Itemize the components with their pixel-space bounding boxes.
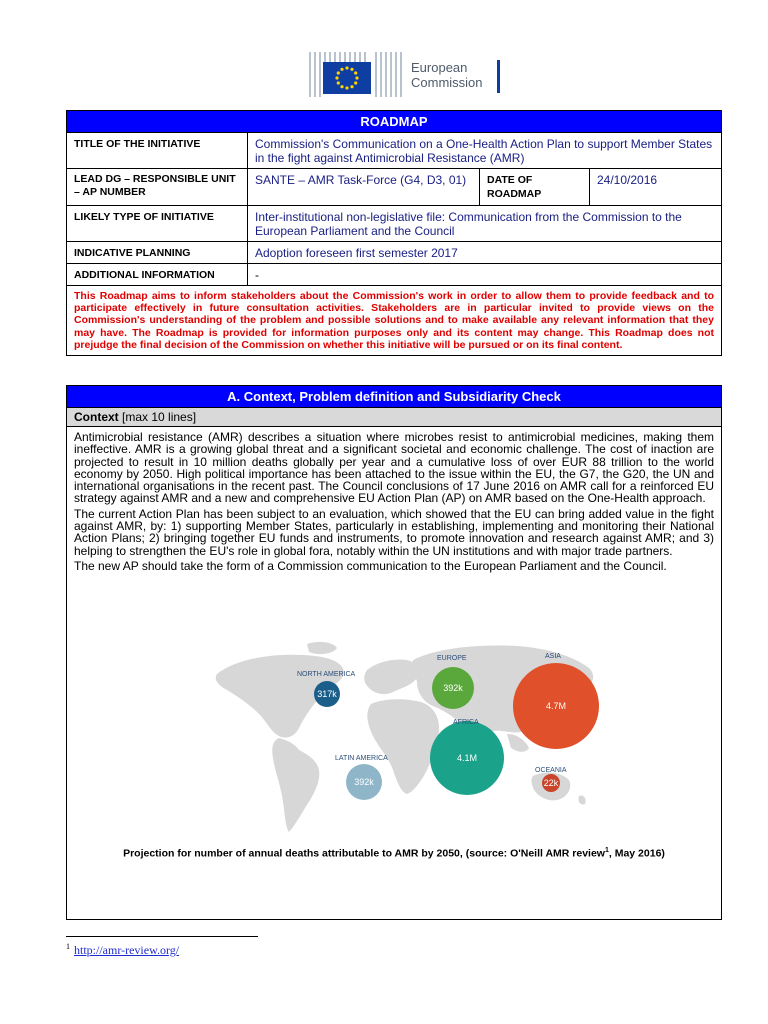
footnote — [66, 942, 179, 958]
value-north-america: 317k — [317, 689, 337, 699]
row-type — [67, 206, 721, 242]
footnote-link[interactable]: http://amr-review.org/ — [74, 943, 180, 957]
value-latin-america: 392k — [354, 777, 374, 787]
lead-value: SANTE – AMR Task-Force (G4, D3, 01) — [248, 169, 480, 205]
value-europe: 392k — [443, 683, 463, 693]
row-lead — [67, 169, 721, 206]
type-value: Inter-institutional non-legislative file: Communication from the Commission to the European Parliament and the Council — [255, 210, 682, 238]
title-value: Commission's Communication on a One-Health Action Plan to support Member States in the fight against Antimicrobial Resistance (AMR) — [255, 137, 713, 165]
row-planning — [67, 242, 721, 264]
additional-label: ADDITIONAL INFORMATION — [67, 264, 248, 285]
value-oceania: 22k — [543, 778, 559, 788]
footnote-number: 1 — [66, 942, 70, 951]
roadmap-header: ROADMAP — [67, 111, 721, 133]
section-a — [66, 385, 722, 920]
additional-value: - — [255, 268, 259, 282]
value-asia: 4.7M — [545, 701, 567, 711]
context-paragraph-1: Antimicrobial resistance (AMR) describes a situation where microbes resist to antimicrobial medicines, making them ineffective. AMR is a growing global threat and a significant societal and economic challenge. The cost of inaction are projected to result in 10 million deaths globally per year and a cumulative loss of over EUR 88 trillion to the world economy by 2050. High political importance has been attached to the issue within the EU, the G7, the G20, the UN and international organisations in the recent past. The Council conclusions of 17 June 2016 on AMR call for a reinforced EU strategy against AMR and a new and comprehensive EU Action Plan (AP) on AMR based on the One-Health approach. — [74, 430, 714, 506]
context-paragraph-3: The new AP should take the form of a Commission communication to the European Parliament and the Council. — [74, 558, 667, 573]
type-label: LIKELY TYPE OF INITIATIVE — [67, 206, 248, 241]
planning-value: Adoption foreseen first semester 2017 — [255, 246, 458, 260]
roadmap-table — [66, 110, 722, 356]
label-asia: ASIA — [545, 653, 561, 660]
amr-world-map — [207, 636, 607, 846]
logo-text: European Commission — [411, 60, 483, 90]
lead-values — [248, 169, 721, 205]
map-caption: Projection for number of annual deaths attributable to AMR by 2050, (source: O'Neill AMR review$^1$, May 2016) — [123, 847, 665, 860]
title-label: TITLE OF THE INITIATIVE — [67, 133, 248, 168]
context-heading: Context [max 10 lines] — [67, 408, 721, 427]
eu-flag-icon — [323, 62, 371, 94]
context-paragraph-2: The current Action Plan has been subject to an evaluation, which showed that the EU can bring added value in the fight against AMR, by: 1) supporting Member States, particularly in establishing, implementing and monitoring their National Action Plans; 2) bringing together EU funds and instruments, to promote innovation and research against AMR; and 3) helping to strengthen the EU's role in global fora, notably within the UN institutions and with major trade partners. — [74, 506, 714, 558]
row-additional — [67, 264, 721, 286]
planning-label: INDICATIVE PLANNING — [67, 242, 248, 263]
label-latin-america: LATIN AMERICA — [335, 755, 388, 762]
date-label: DATE OF ROADMAP — [480, 169, 590, 205]
footnote-divider — [66, 936, 258, 937]
context-body — [67, 427, 721, 572]
label-north-america: NORTH AMERICA — [297, 671, 356, 678]
label-europe: EUROPE — [437, 655, 467, 662]
value-africa: 4.1M — [456, 753, 478, 763]
european-commission-logo — [305, 52, 505, 97]
roadmap-notice: This Roadmap aims to inform stakeholders about the Commission's work in order to allow them to provide feedback and to participate effectively in future consultation activities. Stakeholders are in particular invited to provide views on the Commission's understanding of the problem and possible solutions and to make available any relevant information that they may have. The Roadmap is provided for information purposes only and its content may change. This Roadmap does not prejudge the final decision of the Commission on whether this initiative will be pursued or on its final content. — [74, 290, 714, 351]
label-africa: AFRICA — [453, 719, 479, 726]
section-a-header: A. Context, Problem definition and Subsidiarity Check — [67, 386, 721, 408]
logo-bar — [497, 60, 500, 93]
date-value: 24/10/2016 — [597, 173, 658, 187]
lead-label: LEAD DG – RESPONSIBLE UNIT – AP NUMBER — [67, 169, 248, 205]
row-title — [67, 133, 721, 169]
label-oceania: OCEANIA — [535, 767, 567, 774]
